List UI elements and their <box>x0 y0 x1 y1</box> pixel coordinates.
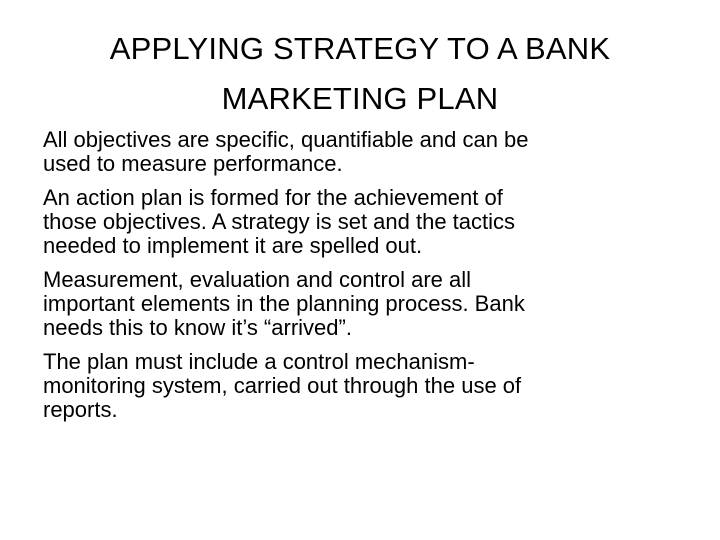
paragraph-control-mechanism <box>43 350 683 422</box>
paragraph-line: those objectives. A strategy is set and the tactics <box>43 209 516 234</box>
paragraph-line: monitoring system, carried out through the use of <box>43 373 522 398</box>
paragraph-line: needed to implement it are spelled out. <box>43 233 423 258</box>
paragraph-action-plan <box>43 186 683 258</box>
paragraph-line: The plan must include a control mechanism- <box>43 349 475 374</box>
slide-body <box>43 128 683 432</box>
paragraph-line: used to measure performance. <box>43 151 343 176</box>
paragraph-line: reports. <box>43 397 118 422</box>
paragraph-line: important elements in the planning process. Bank <box>43 291 525 316</box>
slide-title-line-1: APPLYING STRATEGY TO A BANK <box>109 31 611 66</box>
paragraph-line: Measurement, evaluation and control are all <box>43 267 472 292</box>
paragraph-line: All objectives are specific, quantifiable and can be <box>43 127 529 152</box>
paragraph-line: An action plan is formed for the achievement of <box>43 185 503 210</box>
slide-title <box>60 24 660 124</box>
paragraph-line: needs this to know it’s “arrived”. <box>43 315 352 340</box>
slide-title-line-2: MARKETING PLAN <box>221 81 499 116</box>
paragraph-measurement <box>43 268 683 340</box>
paragraph-objectives <box>43 128 683 176</box>
